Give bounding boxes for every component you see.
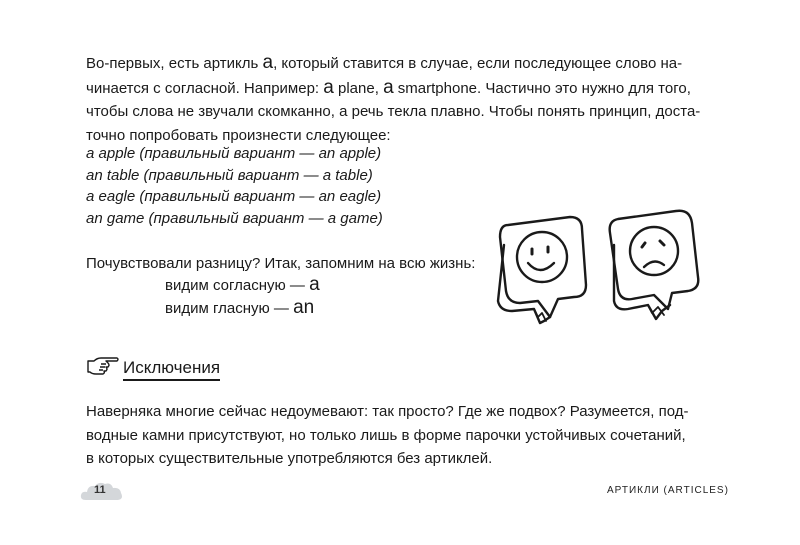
article-a: a xyxy=(262,52,274,73)
happy-face-sign-icon xyxy=(498,217,586,323)
outro-line-3: в которых существительные употребляются без артиклей. xyxy=(86,450,493,467)
example-line-1: a apple (правильный вариант — an apple) xyxy=(86,145,382,162)
running-head: АРТИКЛИ (ARTICLES) xyxy=(607,485,729,496)
rule-article-an: an xyxy=(293,297,315,318)
outro-line-2: водные камни присутствуют, но только лишь в форме парочки устойчивых сочетаний, xyxy=(86,426,686,444)
outro-line-1: Наверняка многие сейчас недоумевают: так просто? Где же подвох? Разумеется, под- xyxy=(86,403,689,420)
intro-line-1: Во-первых, есть артикль a, который ставится в случае, если последующее слово на- xyxy=(86,52,683,73)
article-a-example-1: a xyxy=(323,76,334,98)
rule-article-a: a xyxy=(309,274,320,295)
intro-paragraph xyxy=(86,51,706,147)
intro-line-3: чтобы слова не звучали скомканно, а речь текла плавно. Чтобы понять принцип, доста- xyxy=(86,103,701,120)
question-line: Почувствовали разницу? Итак, запомним на всю жизнь: xyxy=(86,255,476,272)
section-heading: Исключения xyxy=(123,358,220,381)
sad-face-sign-icon xyxy=(610,211,699,319)
rule-consonant: видим согласную — a xyxy=(165,274,320,295)
article-a-example-2: a xyxy=(383,76,394,98)
emoji-signs-illustration xyxy=(490,205,710,333)
rule-vowel: видим гласную — an xyxy=(165,297,315,318)
outro-paragraph xyxy=(86,400,706,471)
example-line-4: an game (правильный вариант — a game) xyxy=(86,209,383,227)
example-line-3: a eagle (правильный вариант — an eagle) xyxy=(86,188,382,205)
intro-line-4: точно попробовать произнести следующее: xyxy=(86,126,391,144)
intro-line-2: чинается с согласной. Например: a plane, a smartphone. Частично это нужно для того, xyxy=(86,76,691,98)
pointing-hand-icon xyxy=(86,355,120,377)
page-number: 11 xyxy=(94,484,106,496)
example-line-2: an table (правильный вариант — a table) xyxy=(86,166,373,184)
